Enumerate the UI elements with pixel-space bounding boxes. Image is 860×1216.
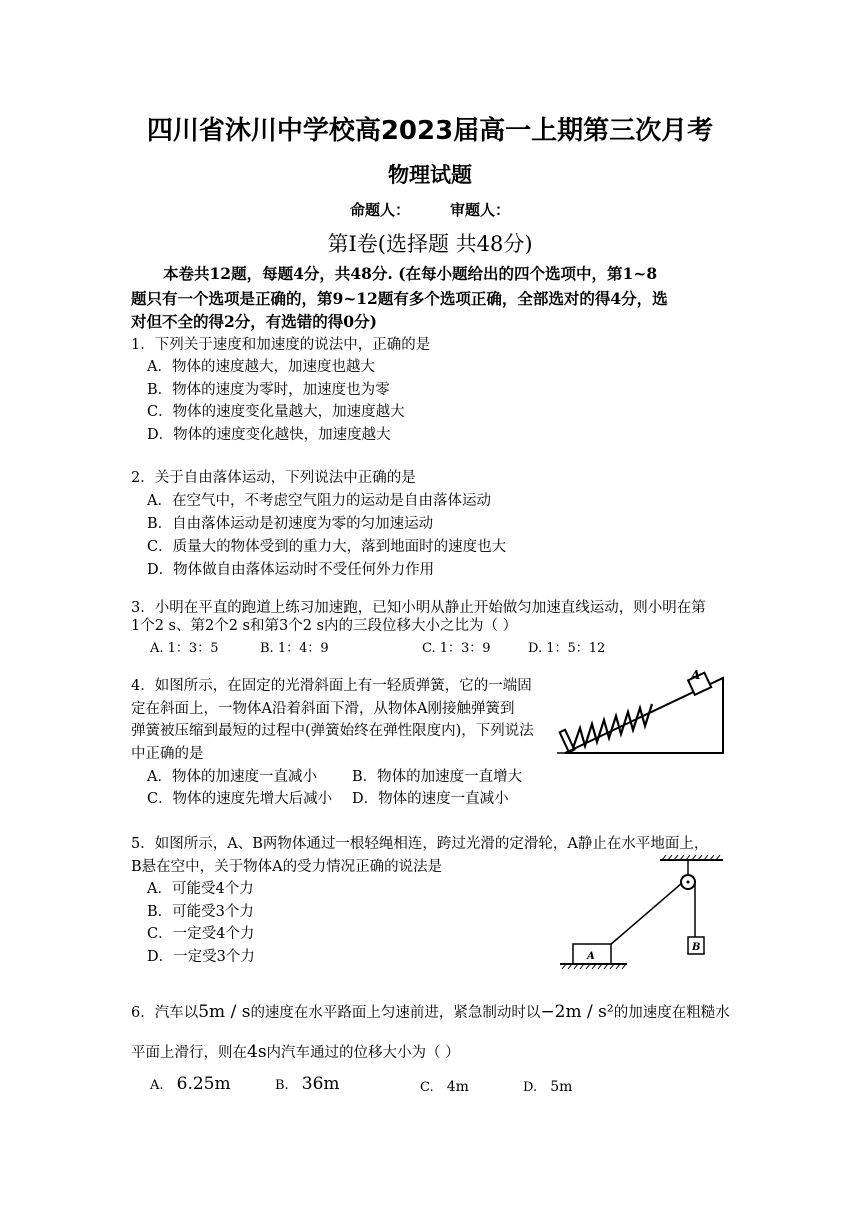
q5-stem-line-1: 5．如图所示，A、B两物体通过一根轻绳相连，跨过光滑的定滑轮，A静止在水平地面上， — [131, 836, 709, 852]
q5-option-d: D．一定受3个力 — [147, 949, 255, 965]
q3-stem-line-2: 1个2 s、第2个2 s和第3个2 s内的三段位移大小之比为（ ） — [131, 618, 518, 634]
q2-option-c: C．质量大的物体受到的重力大，落到地面时的速度也大 — [147, 539, 507, 555]
q6-stem-line-1: 6．汽车以5m / s的速度在水平路面上匀速前进，紧急制动时以−2m / s²的加速度在粗糙水 — [131, 1002, 730, 1022]
q1-option-c: C．物体的速度变化量越大，加速度越大 — [147, 404, 405, 420]
instructions-line-3: 对但不全的得2分，有选错的得0分) — [131, 312, 377, 331]
instructions-line-1: 本卷共12题，每题4分，共48分. (在每小题给出的四个选项中，第1~8 — [163, 264, 658, 283]
instructions-line-2: 题只有一个选项是正确的，第9~12题有多个选项正确，全部选对的得4分，选 — [131, 289, 668, 308]
q6-option-a: A. 6.25m — [150, 1074, 231, 1094]
q5-option-c: C．一定受4个力 — [147, 926, 255, 942]
q4-option-a: A．物体的加速度一直减小 — [147, 769, 317, 785]
q3-option-b: B. 1：4：9 — [260, 641, 329, 656]
q4-option-b: B．物体的加速度一直增大 — [352, 769, 523, 785]
block-a-label: A — [691, 668, 701, 682]
q4-stem-line-1: 4．如图所示，在固定的光滑斜面上有一轻质弹簧，它的一端固 — [131, 678, 532, 694]
q5-option-b: B．可能受3个力 — [147, 904, 254, 920]
q1-stem: 1．下列关于速度和加速度的说法中，正确的是 — [131, 337, 431, 353]
q4-option-c: C．物体的速度先增大后减小 — [147, 791, 333, 807]
q3-option-c: C. 1：3：9 — [422, 641, 491, 656]
author-label: 命题人： — [349, 201, 410, 219]
authors-line — [0, 199, 860, 220]
q3-option-d: D. 1：5：12 — [528, 641, 606, 656]
q5-stem-line-2: B悬在空中，关于物体A的受力情况正确的说法是 — [131, 859, 443, 875]
incline-spring-figure — [555, 668, 735, 760]
q6-option-c: C. 4m — [420, 1079, 469, 1095]
q4-stem-line-3: 弹簧被压缩到最短的过程中(弹簧始终在弹性限度内)，下列说法 — [131, 723, 534, 739]
q5-option-a: A．可能受4个力 — [147, 881, 254, 897]
page-subtitle: 物理试题 — [388, 163, 472, 187]
q2-stem: 2．关于自由落体运动，下列说法中正确的是 — [131, 470, 416, 486]
q4-stem-line-2: 定在斜面上，一物体A沿着斜面下滑，从物体A刚接触弹簧到 — [131, 701, 515, 717]
q4-stem-line-4: 中正确的是 — [131, 746, 204, 762]
q6-stem-line-2: 平面上滑行，则在4s内汽车通过的位移大小为（ ） — [131, 1042, 460, 1062]
q6-speed: 5m / s — [198, 1002, 251, 1022]
q3-stem-line-1: 3．小明在平直的跑道上练习加速跑，已知小明从静止开始做匀加速直线运动，则小明在第 — [131, 600, 706, 616]
q1-option-d: D．物体的速度变化越快，加速度越大 — [147, 427, 391, 443]
q4-option-d: D．物体的速度一直减小 — [352, 791, 509, 807]
page-title: 四川省沐川中学校高2023届高一上期第三次月考 — [146, 116, 714, 146]
pulley-figure — [555, 855, 725, 975]
q2-option-a: A．在空气中，不考虑空气阻力的运动是自由落体运动 — [147, 493, 491, 509]
q6-option-b: B. 36m — [275, 1074, 340, 1094]
q1-option-b: B．物体的速度为零时，加速度也为零 — [147, 382, 390, 398]
q6-option-d: D. 5m — [523, 1079, 573, 1095]
q3-option-a: A. 1：3：5 — [150, 641, 219, 656]
section-title: 第Ⅰ卷(选择题 共48分) — [327, 232, 533, 256]
q2-option-b: B．自由落体运动是初速度为零的匀加速运动 — [147, 516, 434, 532]
block-b-label: B — [692, 942, 701, 953]
q6-accel: −2m / s² — [540, 1002, 614, 1022]
q1-option-a: A．物体的速度越大，加速度也越大 — [147, 359, 375, 375]
q2-option-d: D．物体做自由落体运动时不受任何外力作用 — [147, 562, 435, 578]
reviewer-label: 审题人： — [450, 201, 511, 219]
q6-time: 4s — [247, 1042, 267, 1062]
block-a-label-2: A — [587, 951, 595, 962]
